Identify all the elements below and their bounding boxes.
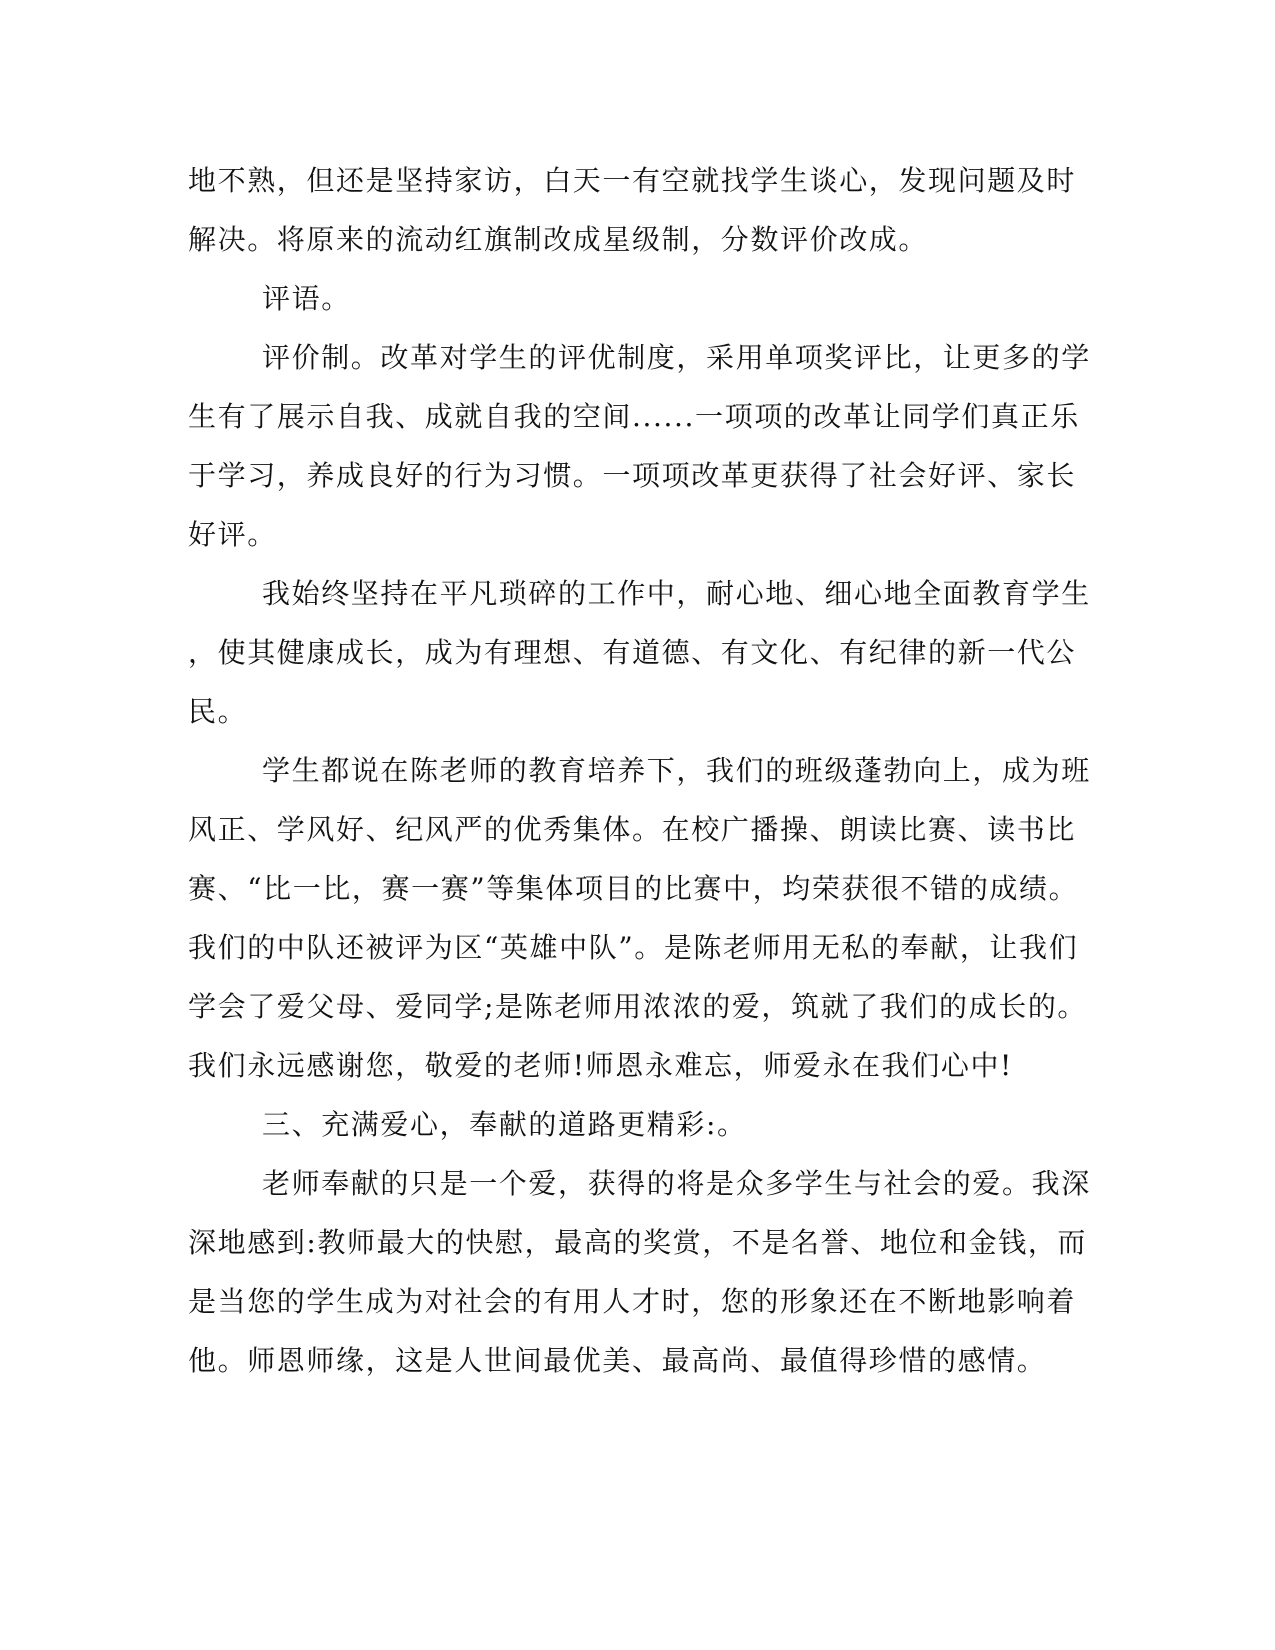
text-line: 生有了展示自我、成就自我的空间......一项项的改革让同学们真正乐 [188, 400, 1080, 433]
text-line: 是当您的学生成为对社会的有用人才时，您的形象还在不断地影响着 [188, 1285, 1077, 1318]
text-line: 我们的中队还被评为区“英雄中队”。是陈老师用无私的奉献，让我们 [188, 931, 1079, 964]
text-line: 赛、“比一比，赛一赛”等集体项目的比赛中，均荣获很不错的成绩。 [188, 872, 1079, 905]
text-line: 老师奉献的只是一个爱，获得的将是众多学生与社会的爱。我深 [262, 1167, 1091, 1200]
text-line: 解决。将原来的流动红旗制改成星级制，分数评价改成。 [188, 223, 929, 256]
paragraph-heading: 评语。 [262, 282, 351, 315]
text-line: 好评。 [188, 518, 277, 551]
text-line: 深地感到:教师最大的快慰，最高的奖赏，不是名誉、地位和金钱，而 [188, 1226, 1088, 1259]
text-line: 我们永远感谢您，敬爱的老师!师恩永难忘，师爱永在我们心中! [188, 1049, 1013, 1082]
text-line: 学会了爱父母、爱同学;是陈老师用浓浓的爱，筑就了我们的成长的。 [188, 990, 1088, 1023]
text-line: 评价制。改革对学生的评优制度，采用单项奖评比，让更多的学 [262, 341, 1091, 374]
text-line: 风正、学风好、纪风严的优秀集体。在校广播操、朗读比赛、读书比 [188, 813, 1077, 846]
text-line: 学生都说在陈老师的教育培养下，我们的班级蓬勃向上，成为班 [262, 754, 1091, 787]
text-line: 于学习，养成良好的行为习惯。一项项改革更获得了社会好评、家长 [188, 459, 1077, 492]
text-line: ，使其健康成长，成为有理想、有道德、有文化、有纪律的新一代公 [188, 636, 1077, 669]
text-line: 民。 [188, 695, 248, 728]
text-line: 他。师恩师缘，这是人世间最优美、最高尚、最值得珍惜的感情。 [188, 1344, 1047, 1377]
text-line: 我始终坚持在平凡琐碎的工作中，耐心地、细心地全面教育学生 [262, 577, 1091, 610]
text-line: 地不熟，但还是坚持家访，白天一有空就找学生谈心，发现问题及时 [188, 164, 1077, 197]
section-heading: 三、充满爱心，奉献的道路更精彩:。 [262, 1108, 747, 1141]
